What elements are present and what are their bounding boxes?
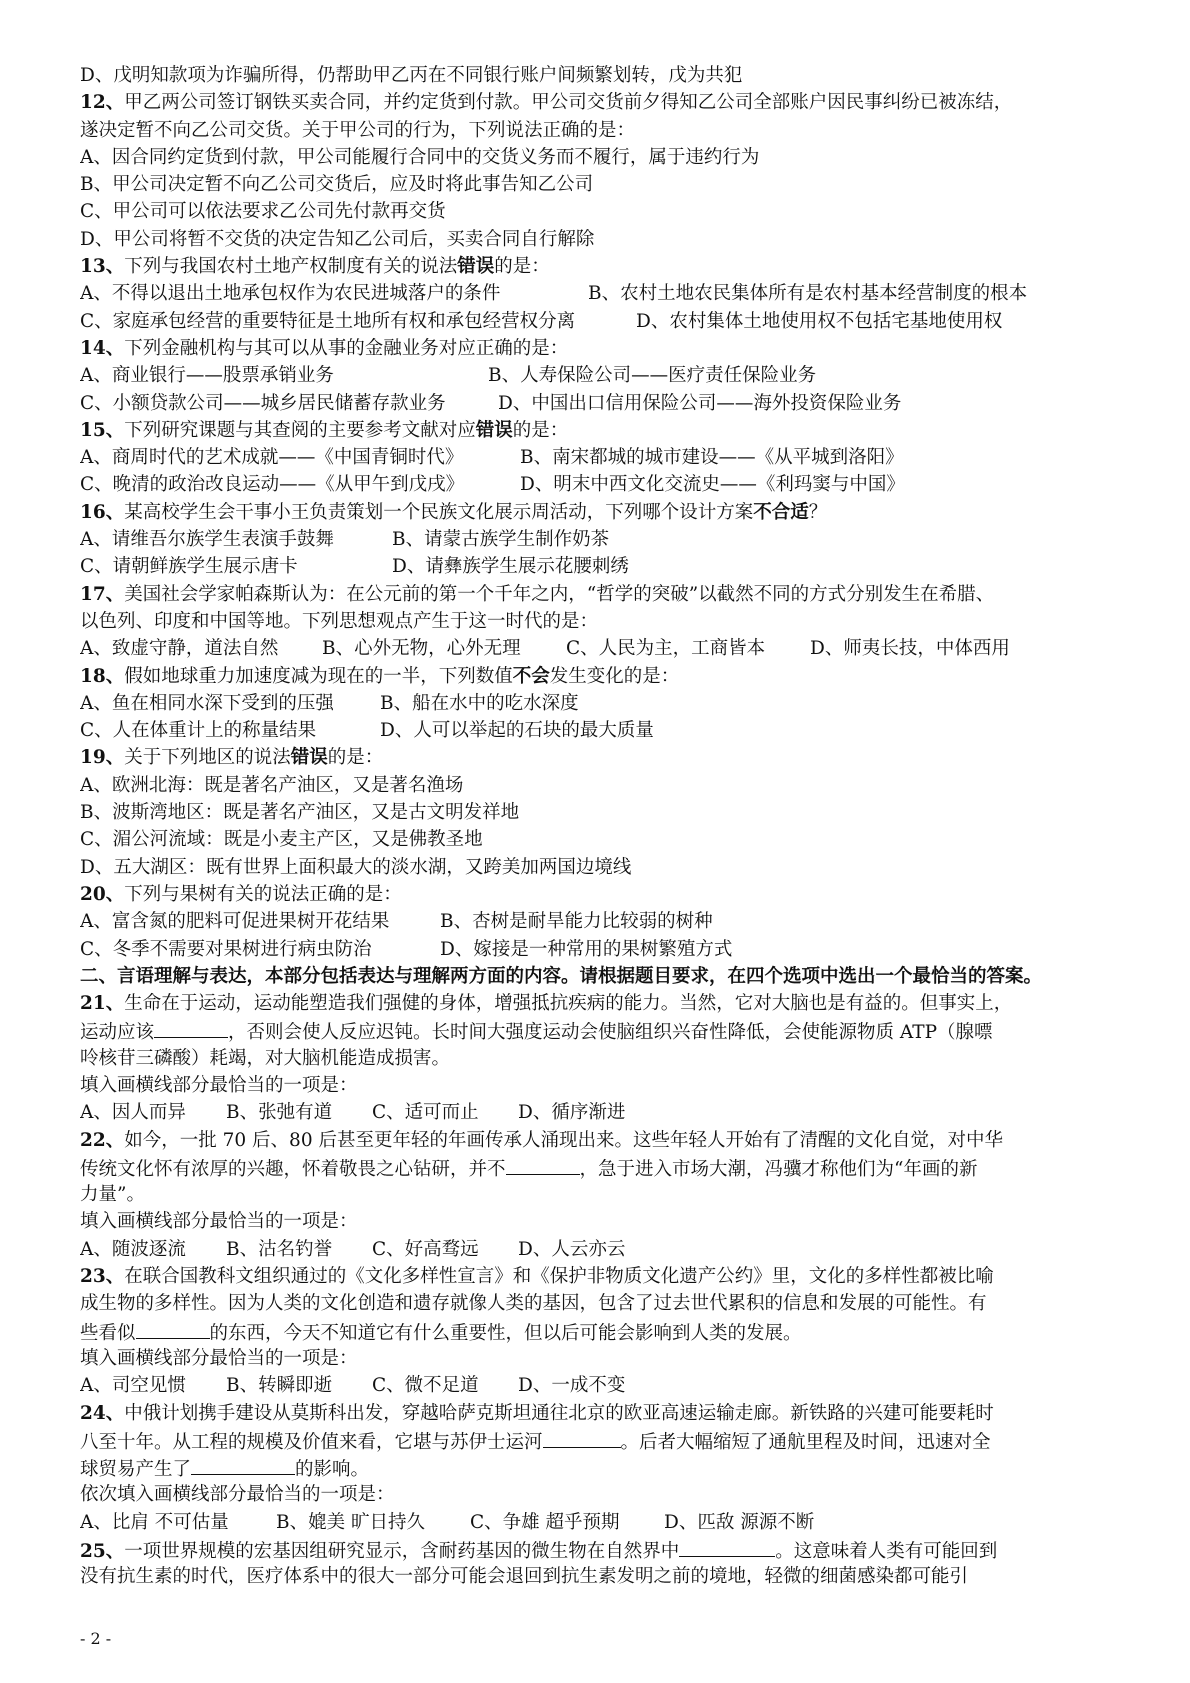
q23-stem-line1 [80, 1263, 1114, 1290]
q21-stem-line3: 呤核苷三磷酸）耗竭，对大脑机能造成损害。 [80, 1047, 451, 1069]
q12-option-a: A、因合同约定货到付款，甲公司能履行合同中的交货义务而不履行，属于违约行为 [80, 146, 760, 168]
q16-stem-emphasis: 不合适 [753, 501, 809, 523]
q18-options-row2 [80, 717, 1114, 744]
q18-options-row1 [80, 690, 1114, 717]
q23-options-row [80, 1372, 1114, 1399]
q25-stem-text1-pre: 一项世界规模的宏基因组研究显示，含耐药基因的微生物在自然界中 [124, 1541, 680, 1563]
q22-option-d: D、人云亦云 [518, 1238, 626, 1260]
q22-stem-text1: 如今，一批 70 后、80 后甚至更年轻的年画传承人涌现出来。这些年轻人开始有了清醒的文化自觉，对中华 [124, 1129, 1003, 1151]
q24-stem-text1: 中俄计划携手建设从莫斯科出发，穿越哈萨克斯坦通往北京的欧亚高速运输走廊。新铁路的兴建可能要耗时 [124, 1402, 994, 1424]
q24-stem-line2 [80, 1427, 1114, 1454]
q24-option-b: B、媲美 旷日持久 [276, 1511, 425, 1533]
q14-option-b: B、人寿保险公司——医疗责任保险业务 [488, 365, 817, 387]
q23-option-a: A、司空见惯 [80, 1375, 186, 1397]
q15-options-row2 [80, 471, 1114, 498]
q19-stem-emphasis: 错误 [290, 747, 328, 769]
q12-stem-line1 [80, 89, 1114, 116]
q15-stem-emphasis: 错误 [475, 419, 513, 441]
q24-stem-text2-pre: 八至十年。从工程的规模及价值来看，它堪与苏伊士运河 [80, 1431, 543, 1453]
q22-blank [506, 1154, 580, 1175]
q23-stem-line2: 成生物的多样性。因为人类的文化创造和遗存就像人类的基因，包含了过去世代累积的信息和发展的可能性。有 [80, 1293, 987, 1315]
q24-blank-1 [543, 1427, 621, 1448]
q24-stem-line1 [80, 1400, 1114, 1427]
q22-option-b: B、沽名钓誉 [226, 1238, 333, 1260]
q25-stem-line2: 没有抗生素的时代，医疗体系中的很大一部分可能会退回到抗生素发明之前的境地，轻微的细菌感染都可能引 [80, 1566, 969, 1588]
q13-stem-pre: 下列与我国农村土地产权制度有关的说法 [124, 256, 458, 278]
q20-options-row1 [80, 908, 1114, 935]
q14-option-a: A、商业银行——股票承销业务 [80, 365, 334, 387]
q13-stem-emphasis: 错误 [457, 256, 495, 278]
q23-prompt: 填入画横线部分最恰当的一项是： [80, 1347, 358, 1369]
q24-stem-line3 [80, 1454, 1114, 1481]
q22-prompt: 填入画横线部分最恰当的一项是： [80, 1211, 358, 1233]
q13-stem-post: 的是： [494, 256, 550, 278]
q22-option-c: C、好高骛远 [372, 1238, 479, 1260]
q20-stem [80, 881, 1114, 908]
q21-option-b: B、张弛有道 [226, 1102, 333, 1124]
q12-option-c: C、甲公司可以依法要求乙公司先付款再交货 [80, 201, 446, 223]
q24-prompt: 依次填入画横线部分最恰当的一项是： [80, 1484, 395, 1506]
q21-stem-text2-pre: 运动应该 [80, 1022, 155, 1044]
q25-blank [679, 1536, 775, 1557]
q20-option-b: B、杏树是耐旱能力比较弱的树种 [440, 911, 713, 933]
q22-stem-line1 [80, 1127, 1114, 1154]
q13-options-row2 [80, 308, 1114, 335]
page-number: - 2 - [80, 1629, 112, 1648]
q16-option-d: D、请彝族学生展示花腰刺绣 [392, 556, 629, 578]
q17-number: 17、 [80, 583, 125, 605]
q25-number: 25、 [80, 1541, 125, 1563]
q14-number: 14、 [80, 337, 125, 359]
q15-option-d: D、明末中西文化交流史——《利玛窦与中国》 [520, 474, 905, 496]
q23-stem-text3-pre: 些看似 [80, 1322, 136, 1344]
q21-blank [154, 1017, 228, 1038]
q15-option-a: A、商周时代的艺术成就——《中国青铜时代》 [80, 447, 464, 469]
q24-stem-text2-post: 。后者大幅缩短了通航里程及时间，迅速对全 [620, 1431, 991, 1453]
q18-stem-emphasis: 不会 [512, 665, 550, 687]
q19-number: 19、 [80, 747, 125, 769]
q20-stem-text: 下列与果树有关的说法正确的是： [124, 883, 402, 905]
q17-option-b: B、心外无物，心外无理 [322, 638, 521, 660]
q22-options-row [80, 1236, 1114, 1263]
q22-number: 22、 [80, 1129, 125, 1151]
q24-stem-text3-post: 的影响。 [295, 1459, 370, 1481]
q16-option-a: A、请维吾尔族学生表演手鼓舞 [80, 529, 334, 551]
q21-stem-text1: 生命在于运动，运动能塑造我们强健的身体，增强抵抗疾病的能力。当然，它对大脑也是有益的。但事实上， [124, 993, 1013, 1015]
q21-options-row [80, 1099, 1114, 1126]
q16-stem-post: ？ [808, 501, 828, 523]
q14-stem [80, 335, 1114, 362]
q16-stem-pre: 某高校学生会干事小王负责策划一个民族文化展示周活动，下列哪个设计方案 [124, 501, 754, 523]
q17-stem-line2: 以色列、印度和中国等地。下列思想观点产生于这一时代的是： [80, 610, 599, 632]
q13-number: 13、 [80, 256, 125, 278]
q17-option-d: D、师夷长技，中体西用 [810, 638, 1010, 660]
q14-option-d: D、中国出口信用保险公司——海外投资保险业务 [498, 392, 902, 414]
q19-option-a: A、欧洲北海：既是著名产油区，又是著名渔场 [80, 774, 464, 796]
q21-stem-line2 [80, 1017, 1114, 1044]
q23-option-b: B、转瞬即逝 [226, 1375, 333, 1397]
q16-options-row1 [80, 526, 1114, 553]
q24-blank-2 [191, 1454, 295, 1475]
q19-option-d: D、五大湖区：既有世界上面积最大的淡水湖，又跨美加两国边境线 [80, 856, 632, 878]
q23-stem-line3 [80, 1318, 1114, 1345]
q12-number: 12、 [80, 92, 125, 114]
q11-option-d: D、戊明知款项为诈骗所得，仍帮助甲乙丙在不同银行账户间频繁划转，戊为共犯 [80, 65, 743, 86]
q17-stem-line1 [80, 581, 1114, 608]
q24-option-d: D、匹敌 源源不断 [664, 1511, 815, 1533]
q18-option-b: B、船在水中的吃水深度 [380, 692, 579, 714]
q20-number: 20、 [80, 883, 125, 905]
q21-stem-text2-post: ，否则会使人反应迟钝。长时间大强度运动会使脑组织兴奋性降低，会使能源物质 ATP（腺嘌 [228, 1022, 993, 1044]
q17-option-c: C、人民为主，工商皆本 [566, 638, 766, 660]
q24-options-row [80, 1509, 1114, 1536]
q24-number: 24、 [80, 1402, 125, 1424]
q13-option-c: C、家庭承包经营的重要特征是土地所有权和承包经营权分离 [80, 310, 576, 332]
q14-stem-text: 下列金融机构与其可以从事的金融业务对应正确的是： [124, 337, 569, 359]
q19-stem-pre: 关于下列地区的说法 [124, 747, 291, 769]
q18-option-c: C、人在体重计上的称量结果 [80, 720, 317, 742]
q21-stem-line1 [80, 990, 1114, 1017]
document-page [80, 62, 1114, 1591]
q25-stem-line1 [80, 1536, 1114, 1563]
q12-stem-text1: 甲乙两公司签订钢铁买卖合同，并约定货到付款。甲公司交货前夕得知乙公司全部账户因民事纠纷已被冻结， [124, 92, 1013, 114]
q16-option-c: C、请朝鲜族学生展示唐卡 [80, 556, 298, 578]
q16-stem [80, 499, 1114, 526]
q13-option-d: D、农村集体土地使用权不包括宅基地使用权 [636, 310, 1003, 332]
q23-option-c: C、微不足道 [372, 1375, 479, 1397]
q12-stem-line2: 遂决定暂不向乙公司交货。关于甲公司的行为，下列说法正确的是： [80, 119, 636, 141]
q15-option-b: B、南宋都城的城市建设——《从平城到洛阳》 [520, 447, 904, 469]
q15-option-c: C、晚清的政治改良运动——《从甲午到戊戌》 [80, 474, 465, 496]
q25-stem-text1-post: 。这意味着人类有可能回到 [775, 1541, 998, 1563]
q23-option-d: D、一成不变 [518, 1375, 626, 1397]
q22-stem-line3: 力量”。 [80, 1184, 145, 1206]
q23-stem-text1: 在联合国教科文组织通过的《文化多样性宣言》和《保护非物质文化遗产公约》里，文化的多样性都被比喻 [124, 1266, 994, 1288]
q18-number: 18、 [80, 665, 125, 687]
section-heading: 二、言语理解与表达，本部分包括表达与理解两方面的内容。请根据题目要求，在四个选项中选出一个最恰当的答案。 [80, 965, 1043, 987]
q22-stem-line2 [80, 1154, 1114, 1181]
q15-number: 15、 [80, 419, 125, 441]
q16-number: 16、 [80, 501, 125, 523]
q20-option-a: A、富含氮的肥料可促进果树开花结果 [80, 911, 390, 933]
q16-options-row2 [80, 553, 1114, 580]
q15-options-row1 [80, 444, 1114, 471]
q14-options-row2 [80, 390, 1114, 417]
q17-options-row [80, 635, 1114, 662]
q18-stem-post: 发生变化的是： [549, 665, 680, 687]
q13-option-a: A、不得以退出土地承包权作为农民进城落户的条件 [80, 283, 501, 305]
q23-number: 23、 [80, 1266, 125, 1288]
q12-option-d: D、甲公司将暂不交货的决定告知乙公司后，买卖合同自行解除 [80, 228, 595, 250]
q20-options-row2 [80, 936, 1114, 963]
q22-stem-text2-pre: 传统文化怀有浓厚的兴趣，怀着敬畏之心钻研，并不 [80, 1158, 506, 1180]
q23-stem-text3-post: 的东西，今天不知道它有什么重要性，但以后可能会影响到人类的发展。 [209, 1322, 802, 1344]
q19-stem [80, 744, 1114, 771]
q23-blank [136, 1318, 210, 1339]
q21-option-d: D、循序渐进 [518, 1102, 626, 1124]
q18-option-a: A、鱼在相同水深下受到的压强 [80, 692, 334, 714]
q14-options-row1 [80, 362, 1114, 389]
q20-option-c: C、冬季不需要对果树进行病虫防治 [80, 938, 372, 960]
q19-stem-post: 的是： [327, 747, 384, 769]
q15-stem [80, 417, 1114, 444]
q18-stem [80, 663, 1114, 690]
q24-option-c: C、争雄 超乎预期 [470, 1511, 620, 1533]
q18-stem-pre: 假如地球重力加速度减为现在的一半，下列数值 [124, 665, 513, 687]
q22-stem-text2-post: ，急于进入市场大潮，冯骥才称他们为“年画的新 [579, 1158, 978, 1180]
q21-option-c: C、适可而止 [372, 1102, 479, 1124]
q19-option-b: B、波斯湾地区：既是著名产油区，又是古文明发祥地 [80, 802, 520, 824]
q20-option-d: D、嫁接是一种常用的果树繁殖方式 [440, 938, 733, 960]
q21-option-a: A、因人而异 [80, 1102, 186, 1124]
q21-number: 21、 [80, 993, 125, 1015]
q18-option-d: D、人可以举起的石块的最大质量 [380, 720, 654, 742]
q17-option-a: A、致虚守静，道法自然 [80, 638, 279, 660]
q21-prompt: 填入画横线部分最恰当的一项是： [80, 1074, 358, 1096]
q12-option-b: B、甲公司决定暂不向乙公司交货后，应及时将此事告知乙公司 [80, 174, 594, 196]
q15-stem-post: 的是： [512, 419, 569, 441]
q24-option-a: A、比肩 不可估量 [80, 1511, 229, 1533]
q24-stem-text3-pre: 球贸易产生了 [80, 1459, 192, 1481]
q13-options-row1 [80, 280, 1114, 307]
q15-stem-pre: 下列研究课题与其查阅的主要参考文献对应 [124, 419, 476, 441]
q22-option-a: A、随波逐流 [80, 1238, 186, 1260]
q13-stem [80, 253, 1114, 280]
q16-option-b: B、请蒙古族学生制作奶茶 [392, 529, 610, 551]
q13-option-b: B、农村土地农民集体所有是农村基本经营制度的根本 [588, 283, 1028, 305]
q14-option-c: C、小额贷款公司——城乡居民储蓄存款业务 [80, 392, 446, 414]
q19-option-c: C、湄公河流域：既是小麦主产区，又是佛教圣地 [80, 829, 483, 851]
q17-stem-text1: 美国社会学家帕森斯认为：在公元前的第一个千年之内，“哲学的突破”以截然不同的方式分别发生在希腊、 [124, 583, 995, 605]
